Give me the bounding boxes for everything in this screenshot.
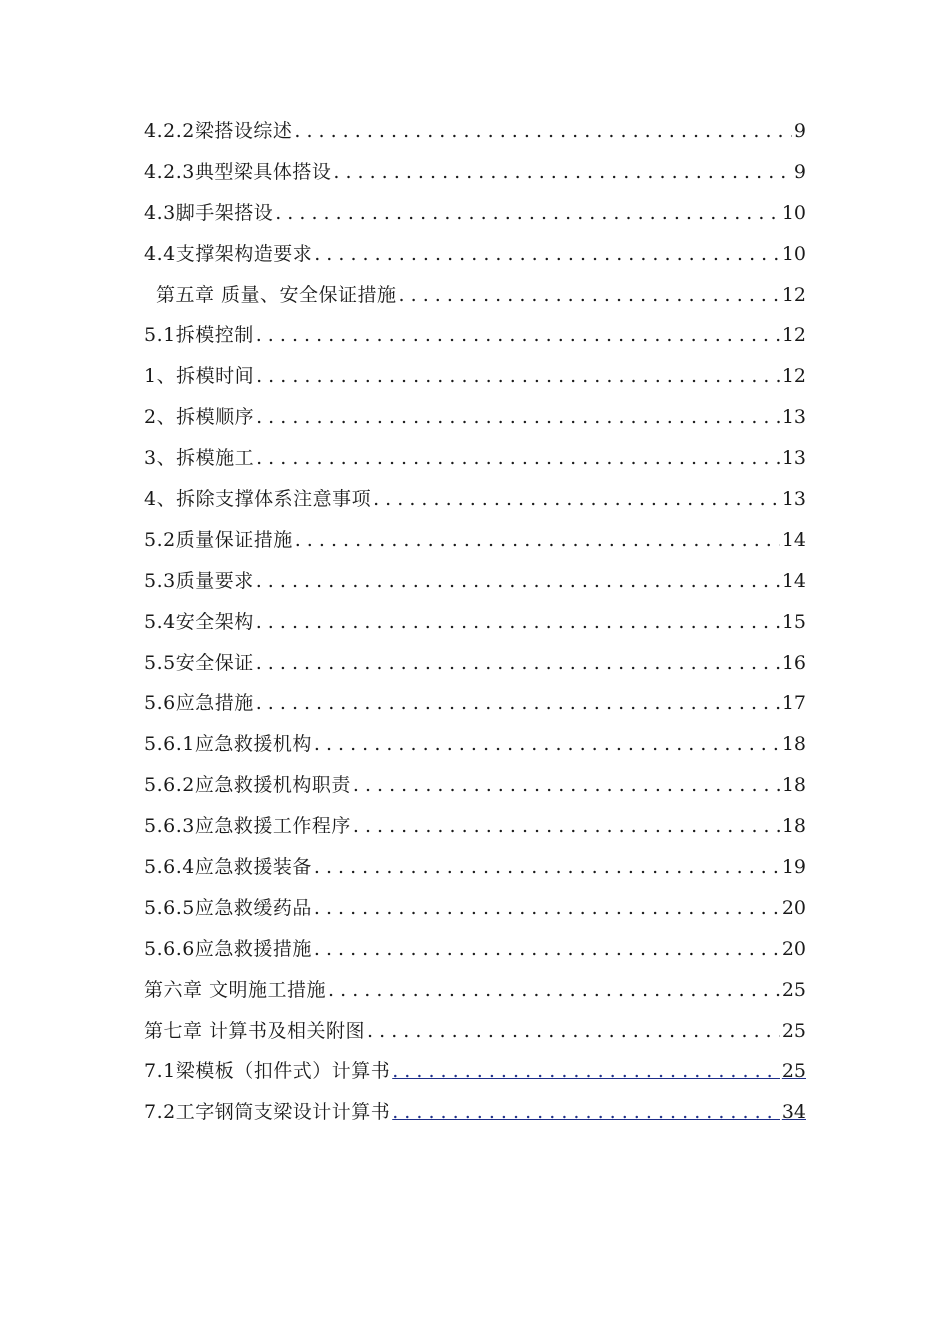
toc-entry-title: 5.6.5应急救缓药品 — [144, 896, 312, 919]
toc-page-number: 25 — [781, 1060, 806, 1083]
toc-dot-leader — [256, 611, 780, 633]
toc-entry-title: 5.6.1应急救援机构 — [144, 733, 312, 756]
toc-dot-leader — [256, 406, 780, 428]
toc-entry-5-4[interactable] — [144, 607, 806, 648]
toc-entry-title: 5.6.3应急救援工作程序 — [144, 815, 351, 838]
toc-entry-title: 5.6.2应急救援机构职责 — [144, 774, 351, 797]
toc-dot-leader — [373, 488, 780, 510]
toc-dot-leader — [256, 447, 780, 469]
toc-entry-5-6-1[interactable] — [144, 729, 806, 770]
toc-dot-leader — [256, 365, 780, 387]
toc-page-number: 14 — [781, 528, 806, 551]
toc-entry-title: 4.2.3典型梁具体搭设 — [144, 160, 332, 183]
toc-page-number: 9 — [793, 120, 806, 142]
toc-page-number: 12 — [781, 324, 806, 347]
toc-dot-leader — [328, 979, 780, 1001]
toc-dot-leader — [314, 243, 780, 265]
toc-entry-title: 4.4支撑架构造要求 — [144, 242, 313, 265]
toc-dot-leader — [314, 856, 780, 878]
toc-entry-title: 2、拆模顺序 — [144, 406, 255, 429]
toc-entry-4-4[interactable] — [144, 239, 806, 280]
toc-entry-5-6-4[interactable] — [144, 852, 806, 893]
toc-page-number: 20 — [781, 937, 806, 960]
toc-page-number: 34 — [781, 1101, 806, 1124]
toc-dot-leader — [333, 161, 792, 183]
toc-dot-leader — [295, 529, 780, 551]
toc-dot-leader — [392, 1060, 780, 1082]
toc-dot-leader — [314, 897, 780, 919]
toc-entry-title: 7.1梁模板（扣件式）计算书 — [144, 1060, 391, 1083]
toc-page-number: 19 — [781, 856, 806, 879]
toc-entry-4-2-3[interactable] — [144, 157, 806, 198]
toc-page-number: 18 — [781, 815, 806, 838]
toc-dot-leader — [256, 652, 780, 674]
toc-page-number: 25 — [781, 1019, 806, 1042]
toc-dot-leader — [256, 692, 780, 714]
toc-entry-title: 5.1拆模控制 — [144, 324, 254, 347]
toc-entry-5-6-3[interactable] — [144, 811, 806, 852]
toc-entry-chapter-6[interactable] — [144, 975, 806, 1016]
toc-entry-7-2-link[interactable] — [144, 1097, 806, 1138]
toc-dot-leader — [275, 202, 780, 224]
toc-page-number: 18 — [781, 733, 806, 756]
toc-page-number: 13 — [781, 406, 806, 429]
toc-dot-leader — [392, 1101, 780, 1123]
toc-entry-title: 第七章 计算书及相关附图 — [144, 1019, 366, 1042]
toc-dot-leader — [399, 284, 780, 306]
toc-entry-chapter-5[interactable] — [144, 280, 806, 321]
toc-dot-leader — [367, 1020, 780, 1042]
toc-entry-title: 3、拆模施工 — [144, 447, 255, 470]
toc-entry-5-6-2[interactable] — [144, 770, 806, 811]
toc-page-number: 13 — [781, 447, 806, 470]
toc-entry-title: 4.3脚手架搭设 — [144, 201, 274, 224]
toc-entry-title: 5.6.6应急救援措施 — [144, 937, 312, 960]
toc-page-number: 16 — [781, 651, 806, 674]
toc-entry-item-2[interactable] — [144, 402, 806, 443]
toc-page-number: 14 — [781, 569, 806, 592]
toc-dot-leader — [256, 570, 780, 592]
toc-entry-4-3[interactable] — [144, 198, 806, 239]
toc-entry-5-5[interactable] — [144, 648, 806, 689]
toc-page-number: 20 — [781, 896, 806, 919]
toc-page-number: 25 — [781, 978, 806, 1001]
toc-entry-title: 5.4安全架构 — [144, 610, 254, 633]
toc-entry-item-1[interactable] — [144, 361, 806, 402]
toc-page-number: 10 — [781, 242, 806, 265]
toc-entry-chapter-7[interactable] — [144, 1016, 806, 1057]
toc-entry-7-1-link[interactable] — [144, 1056, 806, 1097]
toc-entry-item-3[interactable] — [144, 443, 806, 484]
toc-page-number: 10 — [781, 201, 806, 224]
toc-entry-5-3[interactable] — [144, 566, 806, 607]
toc-dot-leader — [256, 324, 780, 346]
toc-entry-title: 5.5安全保证 — [144, 651, 254, 674]
toc-entry-title: 5.2质量保证措施 — [144, 528, 293, 551]
toc-entry-title: 5.6应急措施 — [144, 692, 254, 715]
toc-entry-5-2[interactable] — [144, 525, 806, 566]
toc-entry-5-6-6[interactable] — [144, 934, 806, 975]
toc-entry-5-1[interactable] — [144, 320, 806, 361]
toc-page-number: 13 — [781, 488, 806, 511]
toc-page-number: 12 — [781, 283, 806, 306]
toc-page-number: 15 — [781, 610, 806, 633]
toc-entry-title: 5.3质量要求 — [144, 569, 254, 592]
toc-page-number: 9 — [793, 160, 806, 183]
toc-entry-title: 4.2.2梁搭设综述 — [144, 120, 293, 142]
toc-page-number: 17 — [781, 692, 806, 715]
toc-dot-leader — [314, 733, 780, 755]
toc-dot-leader — [314, 938, 780, 960]
toc-dot-leader — [294, 120, 792, 142]
toc-entry-title: 第六章 文明施工措施 — [144, 978, 327, 1001]
toc-entry-4-2-2[interactable] — [144, 116, 806, 157]
toc-entry-title: 1、拆模时间 — [144, 365, 255, 388]
toc-dot-leader — [353, 815, 780, 837]
table-of-contents — [144, 116, 806, 1138]
toc-page-number: 18 — [781, 774, 806, 797]
toc-entry-title: 4、拆除支撑体系注意事项 — [144, 488, 372, 511]
toc-entry-title: 5.6.4应急救援装备 — [144, 856, 312, 879]
toc-entry-item-4[interactable] — [144, 484, 806, 525]
toc-page-number: 12 — [781, 365, 806, 388]
toc-entry-5-6-5[interactable] — [144, 893, 806, 934]
toc-entry-title: 7.2工字钢筒支梁设计计算书 — [144, 1101, 391, 1124]
toc-dot-leader — [353, 774, 780, 796]
toc-entry-title: 第五章 质量、安全保证措施 — [156, 283, 397, 306]
toc-entry-5-6[interactable] — [144, 688, 806, 729]
